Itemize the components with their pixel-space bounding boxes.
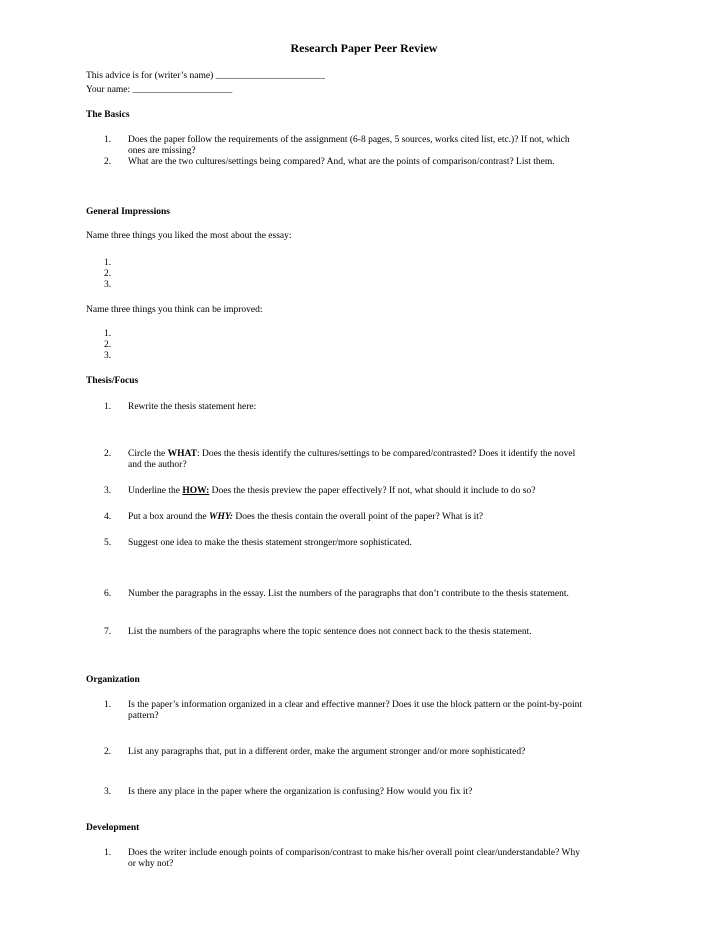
improve-number: 1. <box>104 329 112 339</box>
thesis-item-text: List the numbers of the paragraphs where the topic sentence does not connect back to the thesis statement. <box>128 627 532 637</box>
organization-item-text: List any paragraphs that, put in a different order, make the argument stronger and/or more sophisticated? <box>128 747 526 757</box>
organization-item-text: Is there any place in the paper where the organization is confusing? How would you fix it? <box>128 787 473 797</box>
thesis-item-number: 1. <box>104 402 112 412</box>
organization-item-number: 1. <box>104 700 112 710</box>
basics-item-text: ones are missing? <box>128 146 196 156</box>
basics-item-text: What are the two cultures/settings being compared? And, what are the points of comparison/contrast? List them. <box>128 157 555 167</box>
section-heading-general: General Impressions <box>86 207 171 217</box>
section-heading-development: Development <box>86 823 140 833</box>
development-item-text: Does the writer include enough points of comparison/contrast to make his/her overall point clear/understandable? Why <box>128 848 580 858</box>
your-name-line: Your name: _____________________ <box>86 85 233 95</box>
why-keyword: WHY: <box>209 512 233 522</box>
thesis-item-number: 4. <box>104 512 112 522</box>
thesis-item-text: Put a box around the WHY: Does the thesis contain the overall point of the paper? What is it? <box>128 512 484 522</box>
improve-prompt: Name three things you think can be improved: <box>86 305 263 315</box>
what-keyword: WHAT <box>167 449 197 459</box>
organization-item-number: 3. <box>104 787 112 797</box>
organization-item-text: pattern? <box>128 711 159 721</box>
basics-item-number: 2. <box>104 157 112 167</box>
basics-item-text: Does the paper follow the requirements of the assignment (6-8 pages, 5 sources, works cited list, etc.)? If not, which <box>128 135 570 145</box>
thesis-item-number: 2. <box>104 449 112 459</box>
thesis-item-text: Rewrite the thesis statement here: <box>128 402 257 412</box>
organization-item-text: Is the paper’s information organized in a clear and effective manner? Does it use the block pattern or the point-by-point <box>128 700 582 710</box>
thesis-item-number: 3. <box>104 486 112 496</box>
organization-item-number: 2. <box>104 747 112 757</box>
thesis-item-text: and the author? <box>128 460 187 470</box>
how-keyword: HOW: <box>182 486 210 496</box>
thesis-item-text: Underline the HOW: Does the thesis preview the paper effectively? If not, what should it include to do so? <box>128 486 536 496</box>
thesis-item-text: Suggest one idea to make the thesis statement stronger/more sophisticated. <box>128 538 412 548</box>
liked-number: 2. <box>104 269 112 279</box>
basics-item-number: 1. <box>104 135 112 145</box>
thesis-item-text: Number the paragraphs in the essay. List the numbers of the paragraphs that don’t contribute to the thesis statement. <box>128 589 569 599</box>
thesis-item-number: 7. <box>104 627 112 637</box>
section-heading-thesis: Thesis/Focus <box>86 376 139 386</box>
development-item-text: or why not? <box>128 859 174 869</box>
section-heading-organization: Organization <box>86 675 140 685</box>
thesis-item-text: Circle the WHAT: Does the thesis identify the cultures/settings to be compared/contrasted? Does it identify the novel <box>128 449 576 459</box>
liked-number: 1. <box>104 258 112 268</box>
improve-number: 3. <box>104 351 112 361</box>
liked-number: 3. <box>104 280 112 290</box>
improve-number: 2. <box>104 340 112 350</box>
section-heading-basics: The Basics <box>86 110 130 120</box>
thesis-item-number: 5. <box>104 538 112 548</box>
page-title: Research Paper Peer Review <box>290 41 438 55</box>
liked-prompt: Name three things you liked the most about the essay: <box>86 231 292 241</box>
thesis-item-number: 6. <box>104 589 112 599</box>
writer-name-line: This advice is for (writer’s name) _______________________ <box>86 71 325 81</box>
development-item-number: 1. <box>104 848 112 858</box>
